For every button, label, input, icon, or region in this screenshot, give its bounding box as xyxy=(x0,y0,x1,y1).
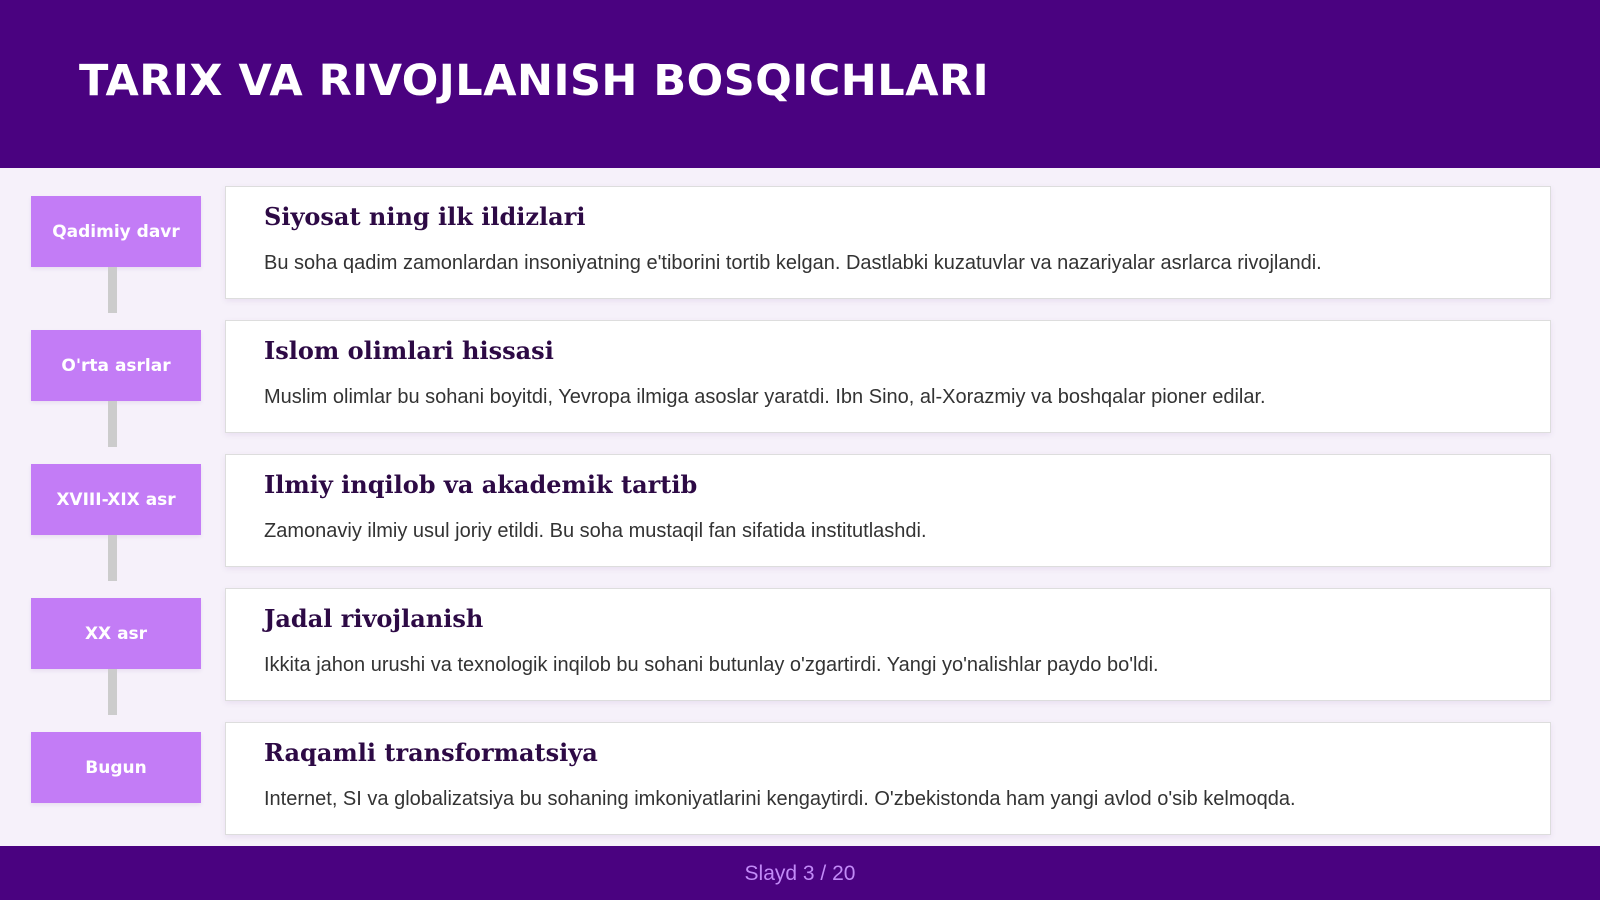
era-badge-bugun: Bugun xyxy=(31,732,201,803)
card-description: Ikkita jahon urushi va texnologik inqilob bu sohani butunlay o'zgartirdi. Yangi yo'nalishlar paydo bo'ldi. xyxy=(264,654,1159,676)
timeline-connector xyxy=(108,535,117,581)
card-description: Muslim olimlar bu sohani boyitdi, Yevropa ilmiga asoslar yaratdi. Ibn Sino, al-Xorazmiy va boshqalar pioner edilar. xyxy=(264,386,1266,408)
slide-footer xyxy=(0,846,1600,900)
era-badge-orta-asrlar: O'rta asrlar xyxy=(31,330,201,401)
slide-number: Slayd 3 / 20 xyxy=(744,861,856,885)
slide-title: TARIX VA RIVOJLANISH BOSQICHLARI xyxy=(79,56,990,106)
timeline-card-xviii-xix-asr xyxy=(225,454,1551,567)
card-heading: Ilmiy inqilob va akademik tartib xyxy=(264,470,698,499)
timeline-connector xyxy=(108,669,117,715)
card-description: Zamonaviy ilmiy usul joriy etildi. Bu soha mustaqil fan sifatida institutlashdi. xyxy=(264,520,927,542)
era-badge-qadimiy-davr: Qadimiy davr xyxy=(31,196,201,267)
card-heading: Siyosat ning ilk ildizlari xyxy=(264,202,586,231)
timeline-connector xyxy=(108,267,117,313)
timeline-card-orta-asrlar xyxy=(225,320,1551,433)
timeline-card-qadimiy-davr xyxy=(225,186,1551,299)
timeline-connector xyxy=(108,401,117,447)
era-badge-xviii-xix-asr: XVIII-XIX asr xyxy=(31,464,201,535)
card-description: Bu soha qadim zamonlardan insoniyatning e'tiborini tortib kelgan. Dastlabki kuzatuvlar va nazariyalar asrlarca rivojlandi. xyxy=(264,252,1322,274)
timeline-card-xx-asr xyxy=(225,588,1551,701)
card-heading: Jadal rivojlanish xyxy=(264,604,484,633)
era-badge-xx-asr: XX asr xyxy=(31,598,201,669)
slide-header xyxy=(0,0,1600,168)
card-description: Internet, SI va globalizatsiya bu sohaning imkoniyatlarini kengaytirdi. O'zbekistonda ham yangi avlod o'sib kelmoqda. xyxy=(264,788,1296,810)
card-heading: Islom olimlari hissasi xyxy=(264,336,554,365)
timeline-card-bugun xyxy=(225,722,1551,835)
card-heading: Raqamli transformatsiya xyxy=(264,738,598,767)
